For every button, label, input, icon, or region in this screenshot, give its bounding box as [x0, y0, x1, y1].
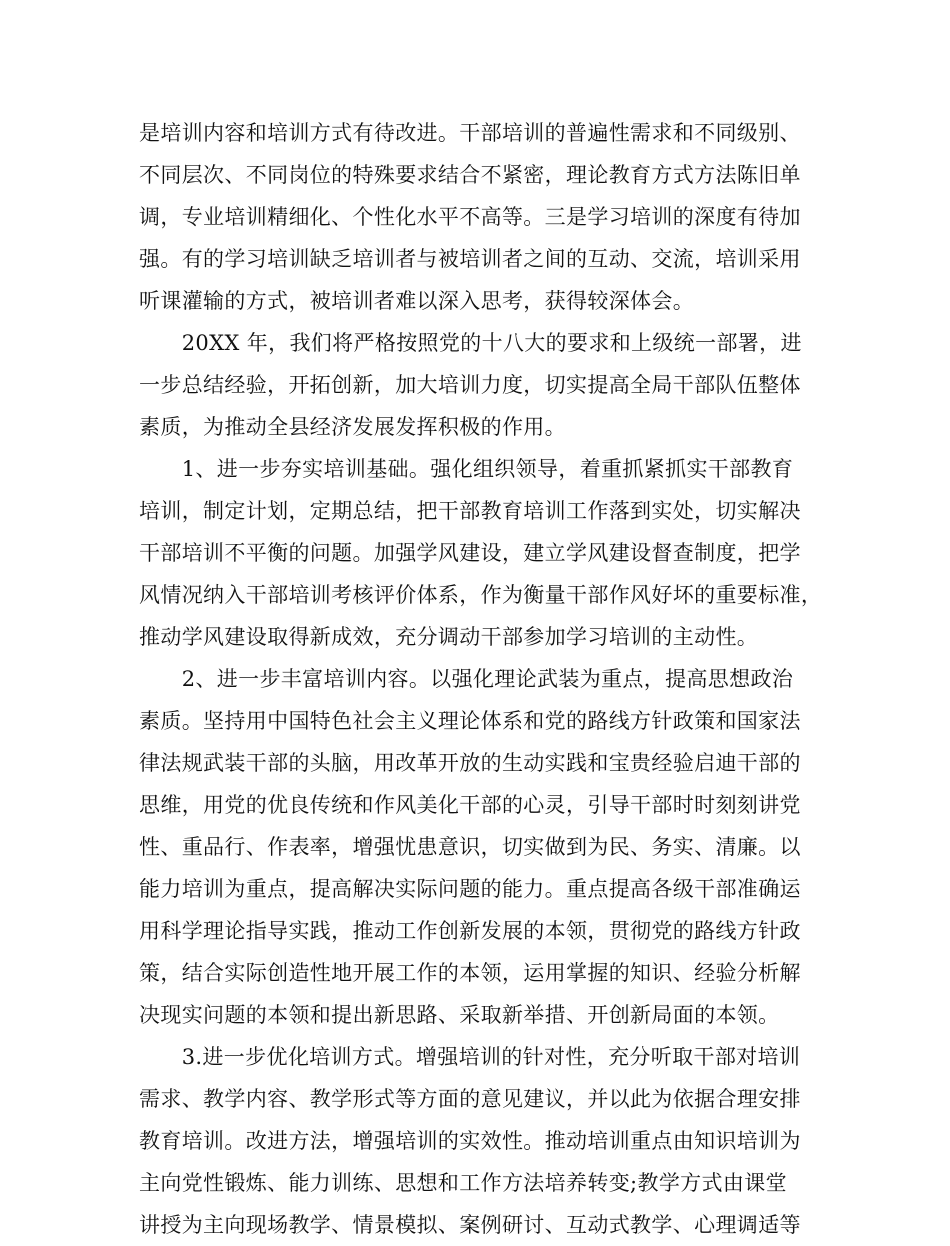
paragraph-start-line: 20XX 年，我们将严格按照党的十八大的要求和上级统一部署，进 — [139, 331, 802, 355]
text-line: 需求、教学内容、教学形式等方面的意见建议，并以此为依据合理安排 — [139, 1087, 801, 1111]
text-line: 性、重品行、作表率，增强忧患意识，切实做到为民、务实、清廉。以 — [139, 835, 801, 859]
text-line: 能力培训为重点，提高解决实际问题的能力。重点提高各级干部准确运 — [139, 877, 801, 901]
text-line: 思维，用党的优良传统和作风美化干部的心灵，引导干部时时刻刻讲党 — [139, 793, 801, 817]
text-line: 一步总结经验，开拓创新，加大培训力度，切实提高全局干部队伍整体 — [139, 373, 801, 397]
text-line: 教育培训。改进方法，增强培训的实效性。推动培训重点由知识培训为 — [139, 1129, 801, 1153]
text-line: 风情况纳入干部培训考核评价体系，作为衡量干部作风好坏的重要标准， — [139, 583, 823, 607]
text-line: 决现实问题的本领和提出新思路、采取新举措、开创新局面的本领。 — [139, 1003, 780, 1027]
text-line: 强。有的学习培训缺乏培训者与被培训者之间的互动、交流，培训采用 — [139, 247, 801, 271]
text-line: 主向党性锻炼、能力训练、思想和工作方法培养转变;教学方式由课堂 — [139, 1171, 787, 1195]
text-line: 不同层次、不同岗位的特殊要求结合不紧密，理论教育方式方法陈旧单 — [139, 163, 801, 187]
text-line: 讲授为主向现场教学、情景模拟、案例研讨、互动式教学、心理调适等 — [139, 1213, 801, 1237]
paragraph-start-line: 3.进一步优化培训方式。增强培训的针对性，充分听取干部对培训 — [139, 1045, 801, 1069]
paragraph-start-line: 2、进一步丰富培训内容。以强化理论武装为重点，提高思想政治 — [139, 667, 794, 691]
text-line: 用科学理论指导实践，推动工作创新发展的本领，贯彻党的路线方针政 — [139, 919, 801, 943]
text-line: 听课灌输的方式，被培训者难以深入思考，获得较深体会。 — [139, 289, 695, 313]
text-line: 调，专业培训精细化、个性化水平不高等。三是学习培训的深度有待加 — [139, 205, 801, 229]
text-line: 素质。坚持用中国特色社会主义理论体系和党的路线方针政策和国家法 — [139, 709, 801, 733]
text-line: 策，结合实际创造性地开展工作的本领，运用掌握的知识、经验分析解 — [139, 961, 801, 985]
text-line: 推动学风建设取得新成效，充分调动干部参加学习培训的主动性。 — [139, 625, 759, 649]
text-line: 干部培训不平衡的问题。加强学风建设，建立学风建设督查制度，把学 — [139, 541, 801, 565]
text-line: 素质，为推动全县经济发展发挥积极的作用。 — [139, 415, 566, 439]
paragraph-start-line: 1、进一步夯实培训基础。强化组织领导，着重抓紧抓实干部教育 — [139, 457, 794, 481]
document-body — [139, 112, 829, 1246]
text-line: 培训，制定计划，定期总结，把干部教育培训工作落到实处，切实解决 — [139, 499, 801, 523]
text-line: 律法规武装干部的头脑，用改革开放的生动实践和宝贵经验启迪干部的 — [139, 751, 801, 775]
text-line: 是培训内容和培训方式有待改进。干部培训的普遍性需求和不同级别、 — [139, 121, 801, 145]
